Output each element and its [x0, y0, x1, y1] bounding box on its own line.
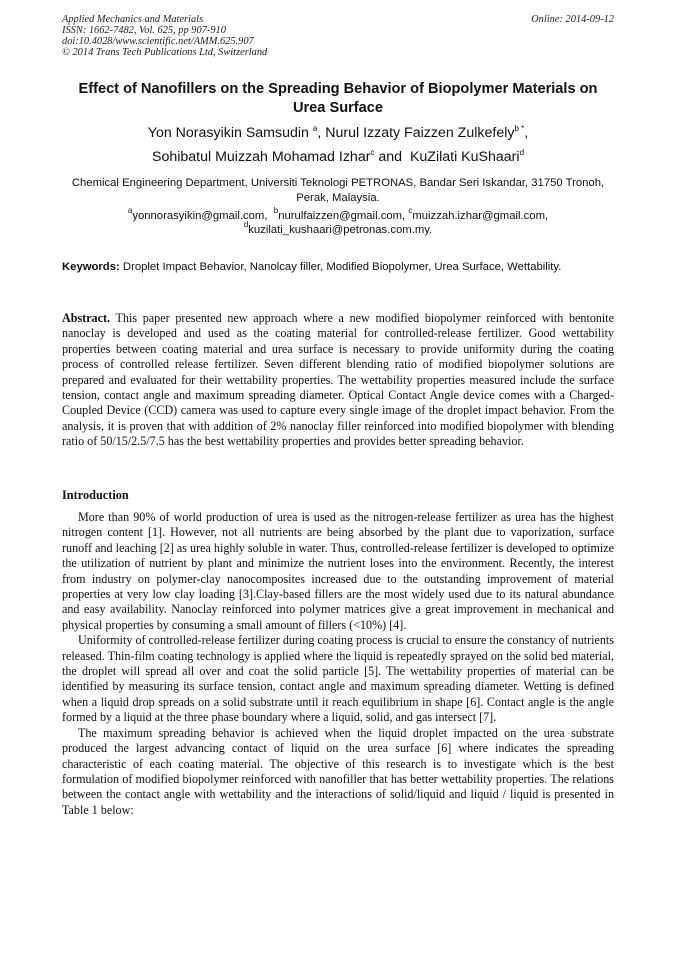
online-date: Online: 2014-09-12 — [531, 14, 614, 25]
keywords-text: Droplet Impact Behavior, Nanolcay filler, Modified Biopolymer, Urea Surface, Wettability. — [119, 261, 562, 273]
email-1-sup: a — [127, 206, 133, 215]
author-4: KuZilati KuShaari — [409, 149, 520, 165]
abstract-label: Abstract. — [62, 311, 111, 325]
author-3-sup: c — [370, 148, 375, 157]
affiliation: Chemical Engineering Department, Universiti Teknologi PETRONAS, Bandar Seri Iskandar, 31750 Tronoh, Perak, Malaysia. — [71, 177, 605, 204]
author-separator: , — [524, 125, 529, 141]
email-line-1 — [62, 206, 614, 223]
author-3: Sohibatul Muizzah Mohamad Izhar — [151, 149, 371, 165]
introduction-body — [62, 510, 614, 818]
intro-paragraph-2: Uniformity of controlled-release fertilizer during coating process is crucial to ensure the constancy of nutrients released. Thin-film coating technology is applied where the liquid is repeatedly sprayed on the solid bed material, the droplet will spread all over and coat the solid particle [5]. The wettability properties of material can be identified by measuring its surface tension, contact angle and maximum spreading diameter. Wetting is defined when a liquid drop spreads on a solid substrate until it reach equilibrium in shape [6]. Contact angle is the angle formed by a liquid at the three phase boundary where a liquid, solid, and gas intersect [7]. — [62, 633, 614, 725]
author-4-sup: d — [519, 148, 525, 157]
journal-name: Applied Mechanics and Materials — [62, 14, 204, 25]
author-line-1 — [62, 121, 614, 145]
journal-header — [62, 14, 482, 58]
author-1-sup: a — [312, 124, 318, 133]
author-separator: , — [317, 125, 326, 141]
issn-line: ISSN: 1662-7482, Vol. 625, pp 907-910 — [62, 25, 226, 36]
email-4-sup: d — [243, 220, 249, 229]
email-3-sup: c — [408, 206, 413, 215]
email-list — [62, 206, 614, 237]
email-line-2 — [62, 220, 614, 237]
doi-line: doi:10.4028/www.scientific.net/AMM.625.907 — [62, 36, 254, 47]
email-3[interactable]: muizzah.izhar@gmail.com, — [412, 210, 549, 222]
email-2[interactable]: nurulfaizzen@gmail.com, — [278, 210, 409, 222]
keywords-label: Keywords: — [62, 261, 120, 273]
author-and: and — [374, 149, 410, 165]
copyright-line: © 2014 Trans Tech Publications Ltd, Switzerland — [62, 47, 268, 58]
email-1[interactable]: yonnorasyikin@gmail.com, — [132, 210, 274, 222]
email-4[interactable]: kuzilati_kushaari@petronas.com.my. — [248, 224, 433, 236]
keywords — [62, 260, 614, 274]
introduction-heading: Introduction — [62, 488, 129, 502]
intro-paragraph-1: More than 90% of world production of urea is used as the nitrogen-release fertilizer as urea has the highest nitrogen content [1]. However, not all nutrients are being absorbed by the plant due to vaporization, surface runoff and leaching [2] as urea highly soluble in water. Thus, controlled-release fertilizer is developed to optimize the utilization of nutrient by plant and minimize the nutrient loses into the environment. Recently, the interest from industry on polymer-clay nanocomposites increased due to the outstanding improvement of material properties at very low clay loading [3].Clay-based fillers are the most widely used due to its natural abundance and easy availability. Nanoclay reinforced into polymer matrices give a great improvement in mechanical and physical properties by consuming a small amount of fillers (<10%) [4]. — [62, 510, 614, 632]
intro-paragraph-3: The maximum spreading behavior is achieved when the liquid droplet impacted on the urea substrate produced the largest advancing contact of liquid on the urea surface [6] where indicates the spreading characteristic of each coating material. The objective of this research is to investigate which is the best formulation of modified biopolymer reinforced with nanofiller that has better wettability properties. The relations between the contact angle with wettability and the interactions of solid/liquid and liquid / liquid is presented in Table 1 below: — [62, 725, 614, 817]
author-2-sup: b * — [514, 124, 525, 133]
abstract — [62, 311, 614, 450]
paper-title: Effect of Nanofillers on the Spreading Behavior of Biopolymer Materials on Urea Surface — [78, 81, 598, 116]
author-list — [62, 121, 614, 169]
author-2: Nurul Izzaty Faizzen Zulkefely — [325, 125, 515, 141]
abstract-text: This paper presented new approach where a new modified biopolymer reinforced with bentonite nanoclay is developed and used as the coating material for controlled-release fertilizer. Good wettability properties between coating material and urea surface is necessary to provide uniformity during the coating process of controlled release fertilizer. Seven different blending ratio of modified biopolymer solutions are prepared and evaluated for their wettability properties. The wettability properties measured include the surface tension, contact angle and maximum spreading diameter. Optical Contact Angle device comes with a Charged-Coupled Device (CCD) camera was used to capture every single image of the droplet impact behavior. From the analysis, it is proven that with addition of 2% nanoclay filler reinforced into modified biopolymer with blending ratio of 50/15/2.5/7.5 has the best wettability properties and provides better spreading behavior. — [62, 311, 614, 449]
email-2-sup: b — [273, 206, 279, 215]
author-line-2 — [62, 145, 614, 169]
author-1: Yon Norasyikin Samsudin — [147, 125, 309, 141]
